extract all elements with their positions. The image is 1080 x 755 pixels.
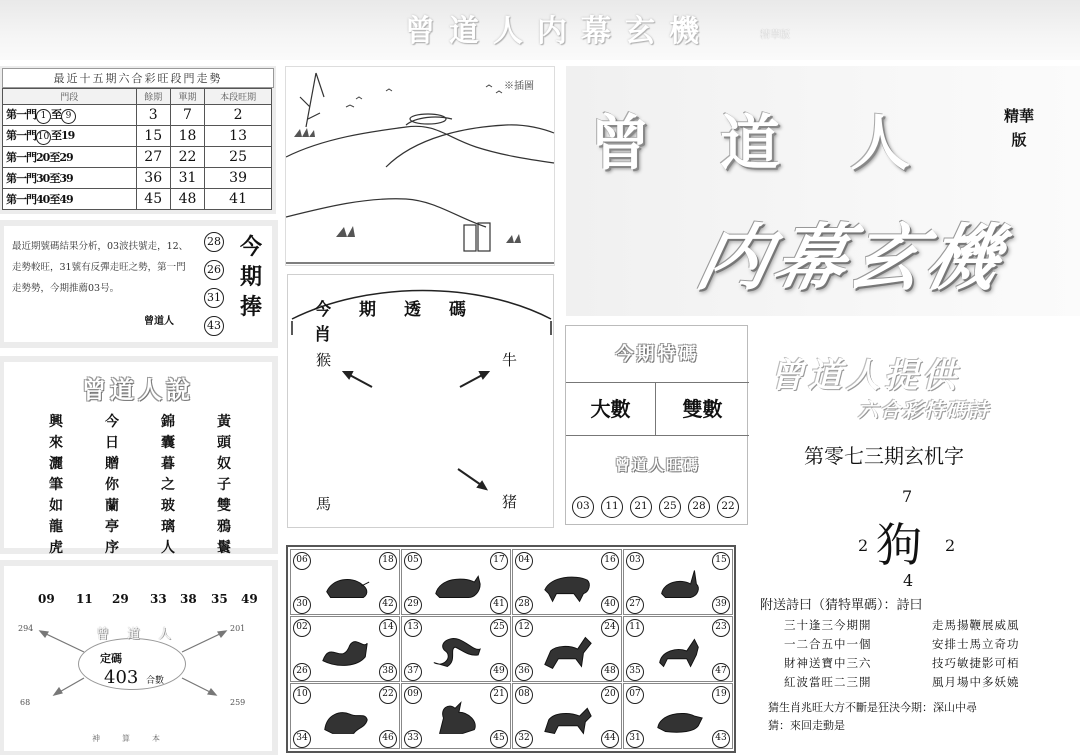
range-start: 40 <box>36 193 50 206</box>
number-ball: 08 <box>515 686 533 704</box>
animal-cell <box>290 616 400 682</box>
number-ball: 23 <box>712 619 730 637</box>
number-ball: 16 <box>601 552 619 570</box>
pick-ball: 26 <box>204 260 224 280</box>
table-header: 本段旺期 <box>205 89 272 105</box>
poem-line: 三十逢三今期開 <box>784 618 872 632</box>
animal-cell <box>623 549 733 615</box>
hot-ball: 03 <box>572 496 594 518</box>
poem-line: 走馬揚鞭展威風 <box>932 618 1020 632</box>
rooster-icon <box>430 698 484 738</box>
range-start: 30 <box>36 172 50 185</box>
special-row <box>566 382 749 436</box>
number-ball: 49 <box>490 663 508 681</box>
number-ball: 32 <box>515 730 533 748</box>
saying-column: 今日贈你蘭亭序 <box>105 414 119 556</box>
puzzle-bottom: 4 <box>903 571 914 590</box>
zodiac-animal: 猴 <box>316 351 332 369</box>
number-value: 11 <box>76 592 93 606</box>
number-ball: 10 <box>293 686 311 704</box>
corner-value: 294 <box>18 624 34 633</box>
number-value: 38 <box>180 592 197 606</box>
door-label: 第一門 <box>6 108 36 121</box>
pick-ball: 43 <box>204 316 224 336</box>
fixed-code-value: 403 <box>104 667 139 688</box>
number-value: 33 <box>150 592 167 606</box>
fixed-code-unit: 合數 <box>146 676 165 686</box>
top-banner <box>0 0 1080 60</box>
provided-by: 曾道人提供 <box>770 356 960 396</box>
range-sep: 至 <box>51 129 61 142</box>
puzzle-top: 7 <box>902 487 913 506</box>
door-label: 第一門 <box>6 129 36 142</box>
tiger-icon <box>541 564 595 604</box>
fixed-code-label: 定碼 <box>100 652 122 665</box>
number-value: 29 <box>112 592 129 606</box>
hot-ball: 21 <box>630 496 652 518</box>
number-ball: 29 <box>404 596 422 614</box>
table-cell: 2 <box>205 105 272 126</box>
table-cell: 31 <box>170 168 204 189</box>
analysis-text: 最近期號碼結果分析，03波扶號走，12、走勢較旺，31號有反彈走旺之勢，第一門走勢勢，今期推薦03号。 <box>12 241 189 294</box>
number-ball: 42 <box>379 596 397 614</box>
door-label: 第一門 <box>6 172 36 185</box>
horse-icon <box>541 631 595 671</box>
number-value: 49 <box>241 592 258 606</box>
table-cell: 18 <box>170 126 204 147</box>
goat-icon <box>652 631 706 671</box>
table-title: 最近十五期六合彩旺段門走勢 <box>2 68 274 88</box>
door-label: 第一門 <box>6 193 36 206</box>
trend-table-panel <box>0 66 276 214</box>
number-ball: 40 <box>601 596 619 614</box>
number-ball: 03 <box>626 552 644 570</box>
main-subtitle: 内幕玄機 <box>689 215 1012 300</box>
sayings-title: 曾道人說 <box>82 375 194 404</box>
snake-icon <box>430 631 484 671</box>
zodiac-animal: 猪 <box>502 493 518 511</box>
number-ball: 28 <box>515 596 533 614</box>
table-row <box>3 168 272 189</box>
number-ball: 21 <box>490 686 508 704</box>
poem-line: 風月場中多妖嬈 <box>932 675 1020 689</box>
rat-icon <box>319 564 373 604</box>
saying-column: 錦囊暮之玻璃人 <box>161 414 175 556</box>
zodiac-animal: 馬 <box>316 495 332 513</box>
table-row <box>3 126 272 147</box>
verdict-line: 猜：來回走動是 <box>768 719 845 732</box>
table-row <box>3 105 272 126</box>
table-cell: 36 <box>136 168 170 189</box>
number-ball: 34 <box>293 730 311 748</box>
table-cell: 48 <box>170 189 204 210</box>
number-ball: 11 <box>626 619 644 637</box>
zodiac-animal: 牛 <box>502 351 518 369</box>
animal-cell <box>623 616 733 682</box>
range-sep: 至 <box>49 193 60 206</box>
table-row <box>3 189 272 210</box>
range-end: 29 <box>59 151 73 164</box>
numbers-title: 曾道人 <box>96 627 190 642</box>
banner-title: 曾道人内幕玄機 <box>405 14 713 49</box>
analysis-heading: 今期捧 <box>239 234 262 320</box>
table-cell: 3 <box>136 105 170 126</box>
door-cell <box>3 105 137 126</box>
hot-ball: 22 <box>717 496 739 518</box>
special-subtitle: 曾道人旺碼 <box>614 456 700 474</box>
table-header: 門段 <box>3 89 137 105</box>
animal-cell <box>290 549 400 615</box>
hot-ball: 28 <box>688 496 710 518</box>
table-cell: 22 <box>170 147 204 168</box>
range-end: 19 <box>61 129 75 142</box>
table-cell: 25 <box>205 147 272 168</box>
door-cell <box>3 126 137 147</box>
range-start: 20 <box>36 151 50 164</box>
number-ball: 07 <box>626 686 644 704</box>
trend-table <box>2 88 272 210</box>
number-ball: 13 <box>404 619 422 637</box>
number-ball: 43 <box>712 730 730 748</box>
corner-value: 201 <box>230 624 246 633</box>
hot-ball: 11 <box>601 496 623 518</box>
animal-cell <box>401 549 511 615</box>
range-end: 9 <box>61 109 76 124</box>
table-cell: 39 <box>205 168 272 189</box>
number-ball: 47 <box>712 663 730 681</box>
number-ball: 46 <box>379 730 397 748</box>
number-ball: 22 <box>379 686 397 704</box>
animal-cell <box>401 616 511 682</box>
number-ball: 18 <box>379 552 397 570</box>
range-start: 10 <box>36 130 51 145</box>
special-big: 大數 <box>566 383 656 435</box>
number-ball: 04 <box>515 552 533 570</box>
corner-value: 259 <box>230 698 246 707</box>
numbers-footer: 神算本 <box>92 734 182 743</box>
number-ball: 26 <box>293 663 311 681</box>
special-title: 今期特碼 <box>615 344 700 365</box>
landscape-illustration <box>285 66 555 266</box>
landscape-caption: ※插圖 <box>504 81 534 92</box>
zodiac-title: 今期透碼肖 <box>314 300 494 345</box>
issue-heading: 第零七三期玄机字 <box>804 444 964 468</box>
number-ball: 41 <box>490 596 508 614</box>
number-ball: 24 <box>601 619 619 637</box>
range-sep: 至 <box>51 108 61 121</box>
landscape-drawing <box>286 67 556 267</box>
animal-cell <box>290 683 400 749</box>
zodiac-panel <box>287 274 554 528</box>
door-cell <box>3 168 137 189</box>
number-ball: 37 <box>404 663 422 681</box>
number-ball: 25 <box>490 619 508 637</box>
animal-cell <box>512 616 622 682</box>
table-header-row <box>3 89 272 105</box>
dragon-icon <box>319 631 373 671</box>
table-cell: 45 <box>136 189 170 210</box>
pick-ball: 28 <box>204 232 224 252</box>
number-value: 09 <box>38 592 55 606</box>
poem-line: 安排士馬立奇功 <box>932 637 1020 651</box>
number-ball: 06 <box>293 552 311 570</box>
number-ball: 35 <box>626 663 644 681</box>
dog-icon <box>541 698 595 738</box>
saying-column: 黃頭奴子雙鴉鬟 <box>217 414 231 556</box>
verdict-line: 猜生肖兆旺大方不斷是狂決今期：深山中尋 <box>768 701 977 714</box>
table-cell: 27 <box>136 147 170 168</box>
animal-cell <box>512 549 622 615</box>
number-ball: 09 <box>404 686 422 704</box>
table-row <box>3 147 272 168</box>
sayings-panel <box>4 362 272 556</box>
range-end: 39 <box>59 172 73 185</box>
door-cell <box>3 189 137 210</box>
table-header: 餘期 <box>136 89 170 105</box>
rabbit-icon <box>652 564 706 604</box>
poem-heading: 附送詩曰（猜特單碼）：詩曰 <box>760 598 923 613</box>
number-ball: 30 <box>293 596 311 614</box>
poem-line: 紅波當旺二三開 <box>784 675 872 689</box>
poem-line: 技巧敏捷影可栢 <box>932 656 1020 670</box>
poem-line: 一二合五中一個 <box>784 637 872 651</box>
number-ball: 15 <box>712 552 730 570</box>
number-value: 35 <box>211 592 228 606</box>
table-cell: 41 <box>205 189 272 210</box>
table-cell: 7 <box>170 105 204 126</box>
range-sep: 至 <box>49 151 60 164</box>
pick-ball: 31 <box>204 288 224 308</box>
analysis-panel <box>4 226 272 342</box>
edition-label: 精華版 <box>1004 107 1035 149</box>
number-ball: 02 <box>293 619 311 637</box>
table-header: 單期 <box>170 89 204 105</box>
range-end: 49 <box>59 193 73 206</box>
number-ball: 20 <box>601 686 619 704</box>
animal-cell <box>623 683 733 749</box>
hot-ball: 25 <box>659 496 681 518</box>
animal-grid <box>286 545 736 753</box>
number-ball: 17 <box>490 552 508 570</box>
special-code-panel <box>565 325 748 525</box>
saying-column: 興來灑筆如龍虎 <box>49 414 63 556</box>
number-ball: 44 <box>601 730 619 748</box>
door-cell <box>3 147 137 168</box>
table-cell: 15 <box>136 126 170 147</box>
range-sep: 至 <box>49 172 60 185</box>
number-ball: 31 <box>626 730 644 748</box>
number-ball: 48 <box>601 663 619 681</box>
analysis-signature: 曾道人 <box>144 316 174 327</box>
number-ball: 36 <box>515 663 533 681</box>
animal-cell <box>512 683 622 749</box>
number-ball: 27 <box>626 596 644 614</box>
number-ball: 45 <box>490 730 508 748</box>
number-ball: 12 <box>515 619 533 637</box>
door-label: 第一門 <box>6 151 36 164</box>
number-ball: 19 <box>712 686 730 704</box>
fixed-numbers-panel <box>4 566 272 751</box>
poem-title: 六合彩特碼詩 <box>858 398 990 422</box>
poem-line: 財神送寶中三六 <box>784 656 872 670</box>
number-ball: 33 <box>404 730 422 748</box>
banner-edition: 精華版 <box>760 30 790 41</box>
ox-icon <box>430 564 484 604</box>
number-ball: 38 <box>379 663 397 681</box>
pig-icon <box>652 698 706 738</box>
monkey-icon <box>319 698 373 738</box>
range-start: 1 <box>36 109 51 124</box>
table-cell: 13 <box>205 126 272 147</box>
puzzle-right: 2 <box>945 536 956 555</box>
number-ball: 05 <box>404 552 422 570</box>
animal-cell <box>401 683 511 749</box>
puzzle-left: 2 <box>858 536 869 555</box>
number-ball: 39 <box>712 596 730 614</box>
puzzle-char: 狗 <box>876 518 922 572</box>
corner-value: 68 <box>20 698 31 707</box>
number-ball: 14 <box>379 619 397 637</box>
special-even: 雙數 <box>682 397 723 421</box>
main-title: 曾道人 <box>590 109 980 179</box>
